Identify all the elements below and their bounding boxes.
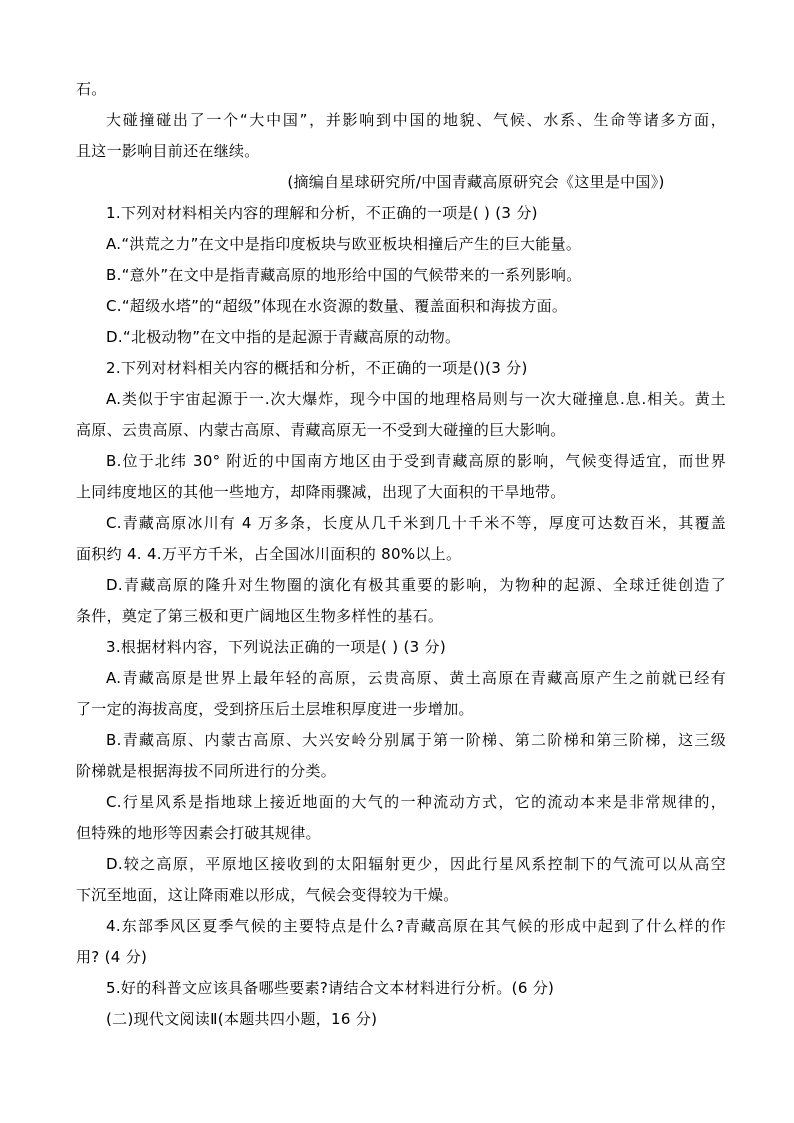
question-1-option-c: C.“超级水塔”的“超级”体现在水资源的数量、覆盖面积和海拔方面。 [106, 297, 568, 315]
question-2-option-c: C.青藏高原冰川有 4 万多条，长度从几千米到几十千米不等，厚度可达数百米，其覆盖 [106, 514, 726, 532]
question-3: 3.根据材料内容，下列说法正确的一项是( ) (3 分) [106, 638, 446, 656]
question-2: 2.下列对材料相关内容的概括和分析，不正确的一项是()(3 分) [106, 359, 528, 377]
section-heading: (二)现代文阅读Ⅱ(本题共四小题，16 分) [106, 1010, 378, 1028]
question-1-option-d: D.“北极动物”在文中指的是起源于青藏高原的动物。 [106, 328, 461, 346]
question-3-option-c: C.行星风系是指地球上接近地面的大气的一种流动方式，它的流动本来是非常规律的， [106, 793, 726, 811]
question-3-option-d: D.较之高原，平原地区接收到的太阳辐射更少，因此行星风系控制下的气流可以从高空 [106, 855, 726, 873]
question-2-option-b-cont: 上同纬度地区的其他一些地方，却降雨骤减，出现了大面积的干旱地带。 [76, 483, 566, 501]
question-3-option-a-cont: 了一定的海拔高度，受到挤压后土层堆积厚度进一步增加。 [76, 700, 474, 718]
question-5: 5.好的科普文应该具备哪些要素?请结合文本材料进行分析。(6 分) [106, 979, 555, 997]
question-3-option-b-cont: 阶梯就是根据海拔不同所进行的分类。 [76, 762, 337, 780]
source-citation: (摘编自星球研究所/中国青藏高原研究会《这里是中国》) [287, 173, 665, 191]
question-2-option-d: D.青藏高原的隆升对生物圈的演化有极其重要的影响，为物种的起源、全球迁徙创造了 [106, 576, 726, 594]
question-3-option-b: B.青藏高原、内蒙古高原、大兴安岭分别属于第一阶梯、第二阶梯和第三阶梯，这三级 [106, 731, 726, 749]
question-4-cont: 用? (4 分) [76, 948, 148, 966]
question-3-option-a: A.青藏高原是世界上最年轻的高原，云贵高原、黄土高原在青藏高原产生之前就已经有 [106, 669, 726, 687]
question-2-option-a-cont: 高原、云贵高原、内蒙古高原、青藏高原无一不受到大碰撞的巨大影响。 [76, 421, 566, 439]
paragraph-line: 且这一影响目前还在继续。 [76, 142, 260, 160]
question-1: 1.下列对材料相关内容的理解和分析，不正确的一项是( ) (3 分) [106, 204, 538, 222]
question-3-option-d-cont: 下沉至地面，这让降雨难以形成，气候会变得较为干燥。 [76, 886, 459, 904]
question-2-option-c-cont: 面积约 4. 4.万平方千米，占全国冰川面积的 80%以上。 [76, 545, 462, 563]
question-4: 4.东部季风区夏季气候的主要特点是什么?青藏高原在其气候的形成中起到了什么样的作 [106, 917, 726, 935]
question-1-option-a: A.“洪荒之力”在文中是指印度板块与欧亚板块相撞后产生的巨大能量。 [106, 235, 582, 253]
question-3-option-c-cont: 但特殊的地形等因素会打破其规律。 [76, 824, 321, 842]
question-2-option-b: B.位于北纬 30° 附近的中国南方地区由于受到青藏高原的影响，气候变得适宜，而世界 [106, 452, 726, 470]
question-1-option-b: B.“意外”在文中是指青藏高原的地形给中国的气候带来的一系列影响。 [106, 266, 582, 284]
paragraph-tail-line: 石。 [76, 80, 107, 98]
paragraph-line: 大碰撞碰出了一个“大中国”，并影响到中国的地貌、气候、水系、生命等诸多方面， [106, 111, 726, 129]
question-2-option-d-cont: 条件，奠定了第三极和更广阔地区生物多样性的基石。 [76, 607, 444, 625]
question-2-option-a: A.类似于宇宙起源于一.次大爆炸，现今中国的地理格局则与一次大碰撞息.息.相关。黄土 [106, 390, 726, 408]
